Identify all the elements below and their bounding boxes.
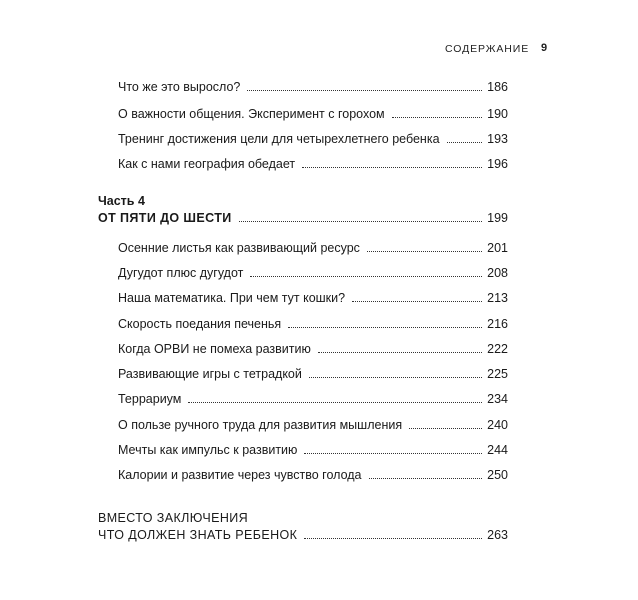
part-page: 199: [487, 211, 508, 225]
page-number: 9: [541, 42, 548, 54]
dot-leader: [447, 142, 483, 143]
toc-entry-title: Осенние листья как развивающий ресурс: [118, 241, 360, 255]
toc-entry-page: 216: [487, 317, 508, 331]
closing-title: ЧТО ДОЛЖЕН ЗНАТЬ РЕБЕНОК: [98, 528, 298, 542]
dot-leader: [309, 377, 482, 378]
dot-leader: [367, 251, 482, 252]
toc-entry[interactable]: [118, 366, 508, 382]
toc-entry[interactable]: [118, 79, 508, 95]
toc-entry-title: Мечты как импульс к развитию: [118, 443, 298, 457]
toc-entry-page: 196: [487, 157, 508, 171]
dot-leader: [352, 301, 482, 302]
toc-entry-page: 208: [487, 266, 508, 280]
dot-leader: [288, 327, 482, 328]
toc-entry-page: 225: [487, 367, 508, 381]
dot-leader: [247, 90, 482, 91]
toc-entry-title: Дугудот плюс дугудот: [118, 266, 244, 280]
dot-leader: [304, 538, 482, 539]
closing-label: ВМЕСТО ЗАКЛЮЧЕНИЯ: [98, 511, 249, 525]
dot-leader: [239, 221, 483, 222]
dot-leader: [250, 276, 482, 277]
dot-leader: [369, 478, 483, 479]
toc-entry-title: Что же это выросло?: [118, 80, 241, 94]
running-head: СОДЕРЖАНИЕ: [445, 43, 530, 55]
closing-page: 263: [487, 528, 508, 542]
toc-entry[interactable]: [118, 417, 508, 433]
toc-entry-title: Как с нами география обедает: [118, 157, 296, 171]
part-title: ОТ ПЯТИ ДО ШЕСТИ: [98, 211, 232, 225]
toc-entry-page: 213: [487, 291, 508, 305]
toc-entry[interactable]: [118, 391, 508, 407]
toc-entry-title: Тренинг достижения цели для четырехлетнего ребенка: [118, 132, 440, 146]
toc-entry[interactable]: [118, 240, 508, 256]
toc-entry-title: Террариум: [118, 392, 182, 406]
dot-leader: [302, 167, 482, 168]
toc-entry-page: 240: [487, 418, 508, 432]
toc-entry[interactable]: [118, 156, 508, 172]
toc-entry-title: Когда ОРВИ не помеха развитию: [118, 342, 311, 356]
toc-entry[interactable]: [118, 131, 508, 147]
dot-leader: [392, 117, 483, 118]
toc-entry-title: Калории и развитие через чувство голода: [118, 468, 362, 482]
toc-entry-page: 222: [487, 342, 508, 356]
dot-leader: [409, 428, 482, 429]
toc-entry-page: 244: [487, 443, 508, 457]
toc-entry[interactable]: [118, 442, 508, 458]
toc-entry-title: О важности общения. Эксперимент с горохом: [118, 107, 385, 121]
toc-entry[interactable]: [118, 290, 508, 306]
dot-leader: [188, 402, 482, 403]
toc-entry-page: 190: [487, 107, 508, 121]
toc-entry-page: 193: [487, 132, 508, 146]
toc-entry-title: О пользе ручного труда для развития мышления: [118, 418, 403, 432]
toc-entry[interactable]: [118, 265, 508, 281]
toc-entry-title: Наша математика. При чем тут кошки?: [118, 291, 346, 305]
toc-entry[interactable]: [118, 467, 508, 483]
dot-leader: [304, 453, 482, 454]
toc-entry[interactable]: [118, 341, 508, 357]
dot-leader: [318, 352, 482, 353]
part-heading-entry[interactable]: [98, 210, 508, 226]
toc-entry-page: 186: [487, 80, 508, 94]
toc-entry-title: Развивающие игры с тетрадкой: [118, 367, 302, 381]
toc-entry-page: 201: [487, 241, 508, 255]
toc-entry-title: Скорость поедания печенья: [118, 317, 282, 331]
toc-entry-page: 234: [487, 392, 508, 406]
toc-entry[interactable]: [118, 106, 508, 122]
toc-entry-page: 250: [487, 468, 508, 482]
part-label: Часть 4: [98, 194, 145, 208]
toc-entry[interactable]: [118, 316, 508, 332]
closing-entry[interactable]: [98, 527, 508, 543]
